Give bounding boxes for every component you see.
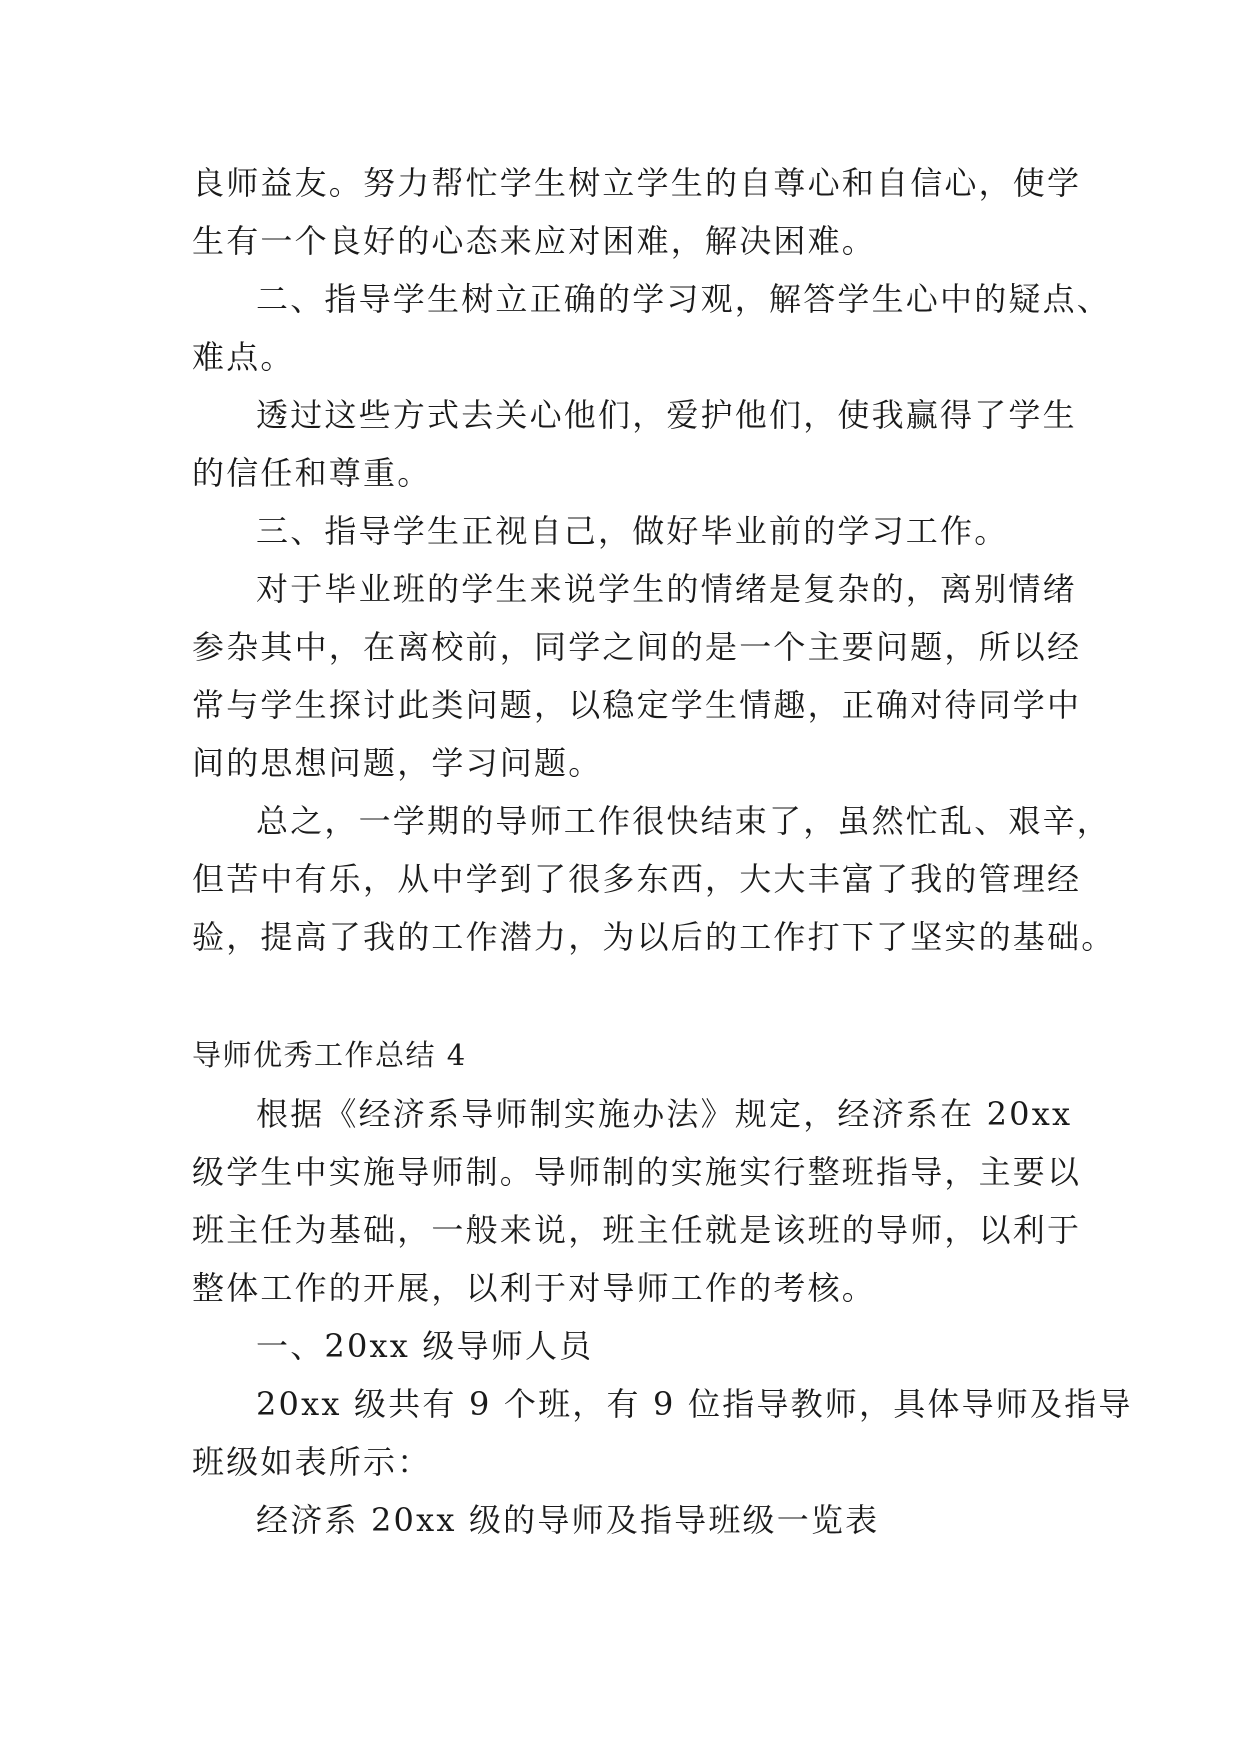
paragraph-line: 一、20xx 级导师人员: [256, 1327, 594, 1365]
body-section-b: [192, 1085, 1133, 1549]
section-title: 导师优秀工作总结 4: [192, 1038, 467, 1072]
paragraph-line: 根据《经济系导师制实施办法》规定，经济系在 20xx: [256, 1095, 1073, 1133]
paragraph-line: 班主任为基础，一般来说，班主任就是该班的导师，以利于: [192, 1211, 1082, 1249]
table-caption: 经济系 20xx 级的导师及指导班级一览表: [256, 1501, 880, 1539]
paragraph-line: 二、指导学生树立正确的学习观，解答学生心中的疑点、: [256, 280, 1112, 318]
paragraph-line: 生有一个良好的心态来应对困难，解决困难。: [192, 222, 877, 260]
paragraph-line: 三、指导学生正视自己，做好毕业前的学习工作。: [256, 512, 1009, 550]
paragraph-line: 的信任和尊重。: [192, 454, 432, 492]
paragraph-line: 验，提高了我的工作潜力，为以后的工作打下了坚实的基础。: [192, 918, 1116, 956]
paragraph-line: 参杂其中，在离校前，同学之间的是一个主要问题，所以经: [192, 628, 1082, 666]
paragraph-line: 对于毕业班的学生来说学生的情绪是复杂的，离别情绪: [256, 570, 1077, 608]
body-section-a: [192, 154, 1116, 966]
paragraph-line: 难点。: [192, 338, 295, 376]
paragraph-line: 但苦中有乐，从中学到了很多东西，大大丰富了我的管理经: [192, 860, 1082, 898]
paragraph-line: 透过这些方式去关心他们，爱护他们，使我赢得了学生: [256, 396, 1077, 434]
paragraph-line: 良师益友。努力帮忙学生树立学生的自尊心和自信心，使学: [192, 164, 1082, 202]
paragraph-line: 级学生中实施导师制。导师制的实施实行整班指导，主要以: [192, 1153, 1082, 1191]
paragraph-line: 20xx 级共有 9 个班，有 9 位指导教师，具体导师及指导: [256, 1385, 1133, 1423]
paragraph-line: 整体工作的开展，以利于对导师工作的考核。: [192, 1269, 877, 1307]
paragraph-line: 班级如表所示：: [192, 1443, 432, 1481]
paragraph-line: 总之，一学期的导师工作很快结束了，虽然忙乱、艰辛，: [256, 802, 1112, 840]
paragraph-line: 间的思想问题，学习问题。: [192, 744, 603, 782]
paragraph-line: 常与学生探讨此类问题，以稳定学生情趣，正确对待同学中: [192, 686, 1082, 724]
